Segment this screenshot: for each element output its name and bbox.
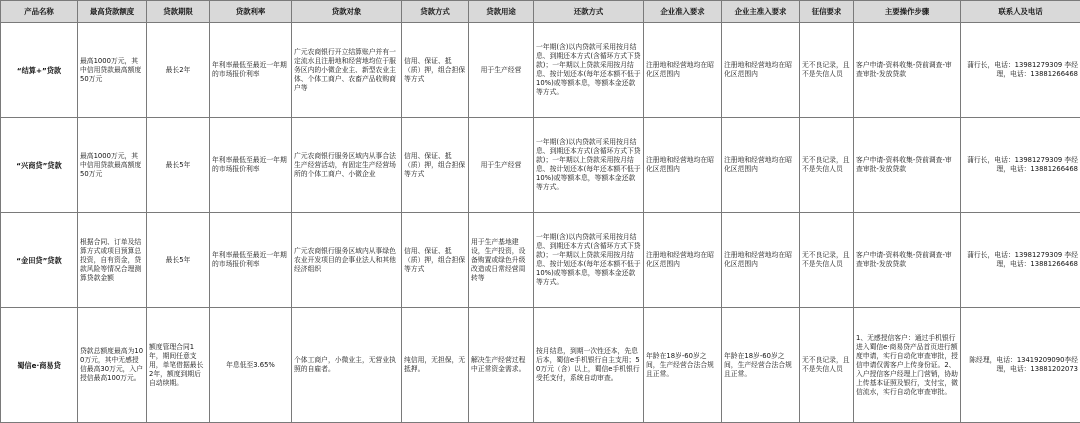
loan-purpose: 用于生产基地建设，生产投资，设备购置或绿色升级改造或日常经营周转等	[469, 213, 534, 308]
owner-requirement: 注册地和经营地均在昭化区范围内	[722, 118, 800, 213]
repayment-method: 一年期(含)以内贷款可采用按月结息、到期还本方式(含循环方式下贷款)；一年期以上贷款采用按月结息、按计划还本(每年还本额不低于10%)或等额本息，等额本金还款等方式。	[534, 118, 644, 213]
loan-term: 额度管理合同1年，期间任意支用，单笔借据最长2年，额度到期后自动续期。	[147, 308, 210, 423]
header-repayment: 还款方式	[534, 1, 644, 23]
owner-requirement: 注册地和经营地均在昭化区范围内	[722, 23, 800, 118]
max-amount: 最高1000万元，其中信用贷款最高额度50万元	[78, 23, 147, 118]
header-contact: 联系人及电话	[961, 1, 1080, 23]
header-method: 贷款方式	[402, 1, 469, 23]
loan-term: 最长2年	[147, 23, 210, 118]
max-amount: 贷款总额度最高为100万元，其中无感授信最高30万元，入户授信最高100万元。	[78, 308, 147, 423]
table-row	[1, 23, 1080, 118]
header-owner-req: 企业主准入要求	[722, 1, 800, 23]
loan-target: 广元农商银行服务区域内从事绿色农业开发项目的企事业法人和其他经济组织	[292, 213, 402, 308]
contact-info: 蒲行长，电话：13981279309 李经理，电话：13881266468	[961, 118, 1080, 213]
operation-steps: 客户申请-资料收集-贷前调查-审查审批-发放贷款	[854, 213, 961, 308]
credit-requirement: 无不良记录，且不是失信人员	[800, 308, 854, 423]
loan-target: 广元农商银行开立结算账户并有一定流水且注册地和经营地均位于服务区内的小微企业主、新型农业主体、个体工商户、农畜产品收购商户等	[292, 23, 402, 118]
loan-method: 信用、保证、抵（质）押，组合担保等方式	[402, 23, 469, 118]
loan-method: 纯信用，无担保，无抵押。	[402, 308, 469, 423]
enterprise-requirement: 注册地和经营地均在昭化区范围内	[644, 118, 722, 213]
loan-purpose: 解决生产经营过程中正常资金需求。	[469, 308, 534, 423]
header-target: 贷款对象	[292, 1, 402, 23]
header-credit-req: 征信要求	[800, 1, 854, 23]
loan-rate: 年息低至3.65%	[210, 308, 292, 423]
credit-requirement: 无不良记录，且不是失信人员	[800, 118, 854, 213]
loan-purpose: 用于生产经营	[469, 118, 534, 213]
repayment-method: 按月结息，到期一次性还本，先息后本，蜀信e手机银行自主支用；50万元（含）以上，蜀信e手机银行受托支付，系统自动审查。	[534, 308, 644, 423]
contact-info: 陈经理，电话：13419209090李经理，电话：13881202073	[961, 308, 1080, 423]
repayment-method: 一年期(含)以内贷款可采用按月结息、到期还本方式(含循环方式下贷款)；一年期以上贷款采用按月结息、按计划还本(每年还本额不低于10%)或等额本息，等额本金还款等方式。	[534, 23, 644, 118]
contact-info: 蒲行长，电话：13981279309 李经理，电话：13881266468	[961, 23, 1080, 118]
header-term: 贷款期限	[147, 1, 210, 23]
operation-steps: 1、无感授信客户：通过手机银行进入蜀信e·商易贷产品首页进行额度申请，实行自动化审查审批，授信申请仅需客户上传身份证。2、入户授信客户经理上门营销，协助上传基本证照及银行，支付宝，微信流水，实行自动化审查审批。	[854, 308, 961, 423]
table-row	[1, 308, 1080, 423]
contact-info: 蒲行长，电话：13981279309 李经理，电话：13881266468	[961, 213, 1080, 308]
loan-term: 最长5年	[147, 213, 210, 308]
enterprise-requirement: 注册地和经营地均在昭化区范围内	[644, 213, 722, 308]
max-amount: 最高1000万元，其中信用贷款最高额度50万元	[78, 118, 147, 213]
product-name: 蜀信e·商易贷	[1, 308, 78, 423]
loan-rate: 年利率最低至最近一年期的市场报价利率	[210, 213, 292, 308]
loan-rate: 年利率最低至最近一年期的市场报价利率	[210, 23, 292, 118]
owner-requirement: 注册地和经营地均在昭化区范围内	[722, 213, 800, 308]
table-row	[1, 213, 1080, 308]
operation-steps: 客户申请-资料收集-贷前调查-审查审批-发放贷款	[854, 118, 961, 213]
loan-rate: 年利率最低至最近一年期的市场报价利率	[210, 118, 292, 213]
owner-requirement: 年龄在18岁-60岁之间，生产经营合法合规且正常。	[722, 308, 800, 423]
header-purpose: 贷款用途	[469, 1, 534, 23]
loan-term: 最长5年	[147, 118, 210, 213]
header-max-amount: 最高贷款额度	[78, 1, 147, 23]
loan-target: 个体工商户，小微业主，无营业执照的自雇者。	[292, 308, 402, 423]
credit-requirement: 无不良记录，且不是失信人员	[800, 213, 854, 308]
loan-method: 信用、保证、抵（质）押，组合担保等方式	[402, 213, 469, 308]
product-name: “兴商贷”贷款	[1, 118, 78, 213]
loan-method: 信用、保证、抵（质）押，组合担保等方式	[402, 118, 469, 213]
repayment-method: 一年期(含)以内贷款可采用按月结息、到期还本方式(含循环方式下贷款)；一年期以上贷款采用按月结息、按计划还本(每年还本额不低于10%)或等额本息，等额本金还款等方式。	[534, 213, 644, 308]
product-name: “结算+”贷款	[1, 23, 78, 118]
operation-steps: 客户申请-资料收集-贷前调查-审查审批-发放贷款	[854, 23, 961, 118]
loan-purpose: 用于生产经营	[469, 23, 534, 118]
enterprise-requirement: 注册地和经营地均在昭化区范围内	[644, 23, 722, 118]
header-enterprise-req: 企业准入要求	[644, 1, 722, 23]
product-name: “金田贷”贷款	[1, 213, 78, 308]
max-amount: 根据合同、订单及结算方式或项目预算总投资，自有资金，贷款风险等情况合理测算贷款金额	[78, 213, 147, 308]
header-row	[1, 1, 1080, 23]
loan-target: 广元农商银行服务区域内从事合法生产经营活动，有固定生产经营场所的个体工商户、小微企业	[292, 118, 402, 213]
header-product-name: 产品名称	[1, 1, 78, 23]
table-row	[1, 118, 1080, 213]
header-steps: 主要操作步骤	[854, 1, 961, 23]
enterprise-requirement: 年龄在18岁-60岁之间，生产经营合法合规且正常。	[644, 308, 722, 423]
credit-requirement: 无不良记录，且不是失信人员	[800, 23, 854, 118]
header-rate: 贷款利率	[210, 1, 292, 23]
